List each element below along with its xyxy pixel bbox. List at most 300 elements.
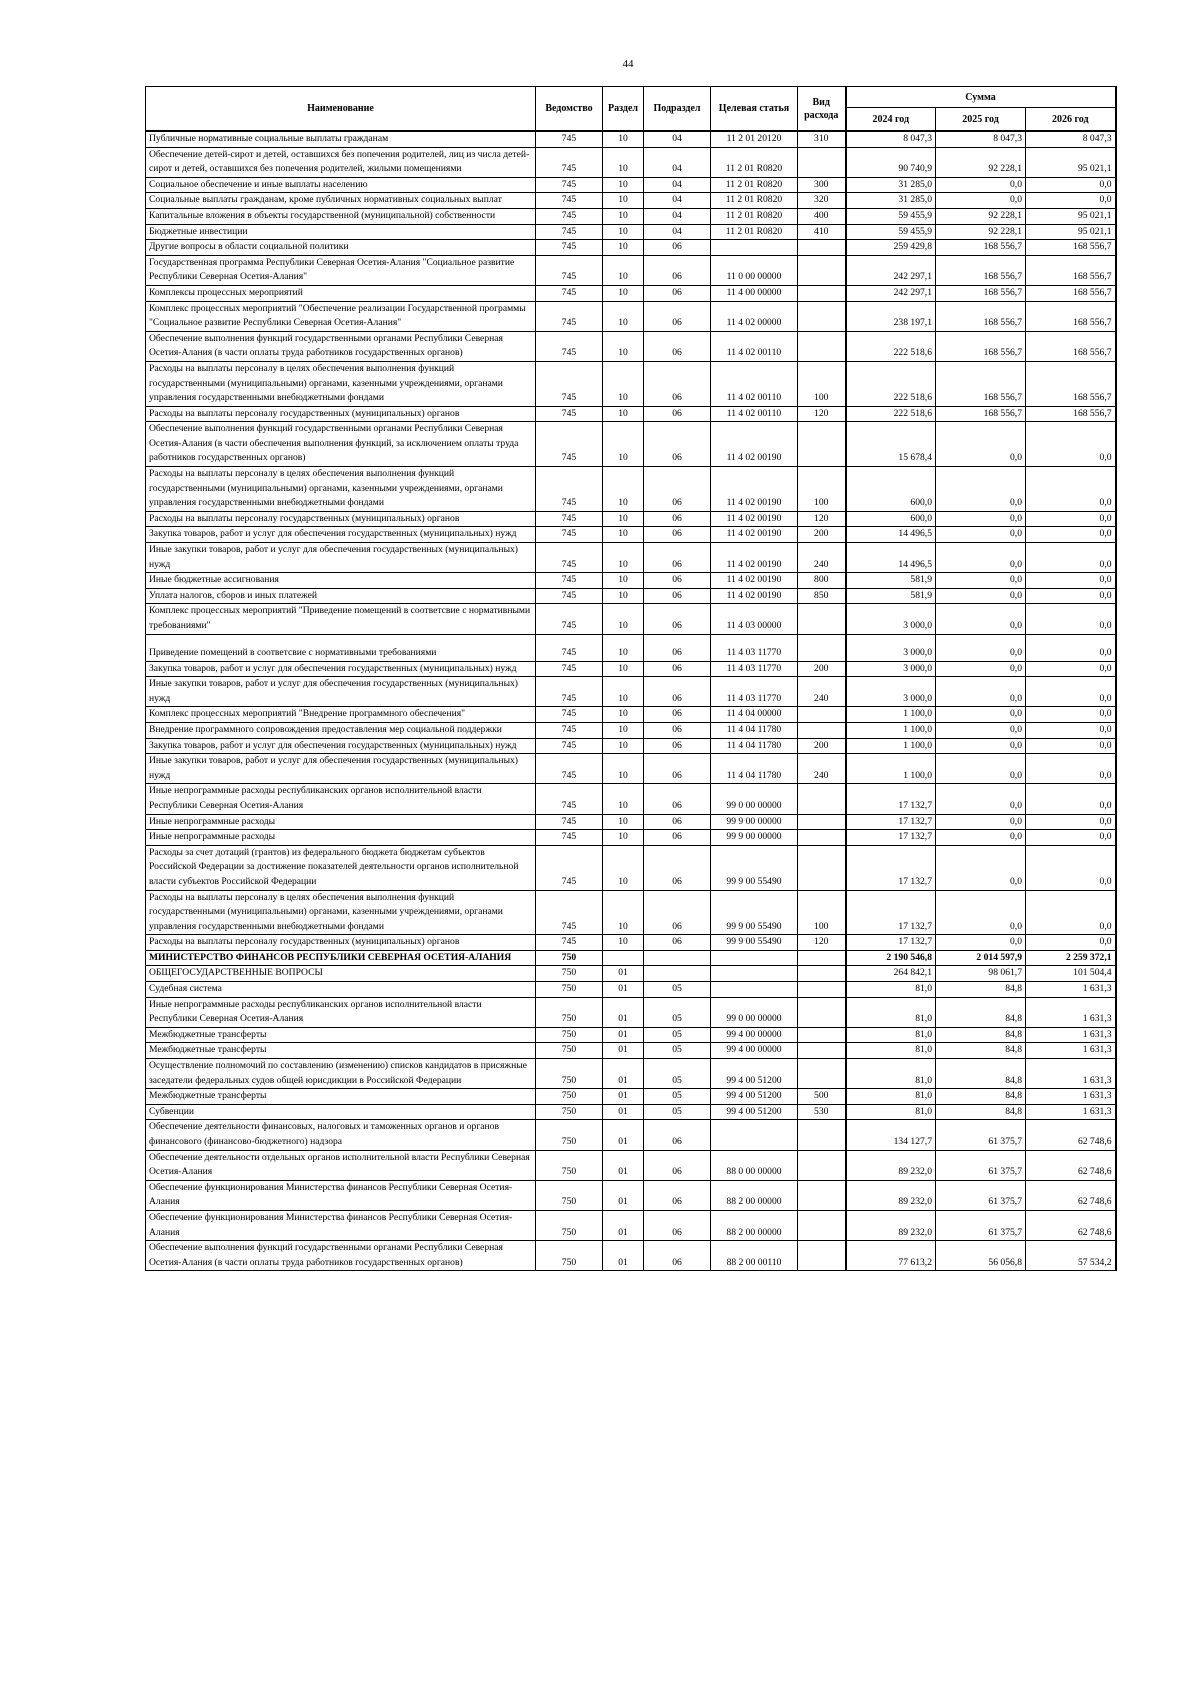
cell-sum-2025: 0,0 [936,722,1026,738]
cell-sum-2025: 0,0 [936,193,1026,209]
cell-podrazdel: 06 [644,240,711,256]
cell-vedomstvo: 745 [536,240,603,256]
cell-vedomstvo: 750 [536,1150,603,1180]
cell-razdel: 10 [603,707,644,723]
cell-sum-2025: 168 556,7 [936,331,1026,361]
cell-podrazdel: 06 [644,722,711,738]
cell-celevaya-statya [711,966,798,982]
cell-vid-raskhoda: 120 [798,935,846,951]
cell-razdel: 01 [603,1180,644,1210]
table-row [146,285,1116,301]
cell-sum-2025: 0,0 [936,935,1026,951]
cell-vedomstvo: 745 [536,255,603,285]
table-row [146,784,1116,814]
cell-sum-2024: 90 740,9 [846,147,936,177]
table-row [146,1059,1116,1089]
cell-name: Иные закупки товаров, работ и услуг для обеспечения государственных (муниципальных) нужд [146,543,536,573]
cell-razdel: 01 [603,1027,644,1043]
cell-podrazdel: 06 [644,573,711,589]
cell-razdel: 10 [603,361,644,406]
cell-vedomstvo: 745 [536,634,603,661]
cell-vid-raskhoda: 410 [798,224,846,240]
cell-sum-2024: 1 100,0 [846,707,936,723]
table-row [146,997,1116,1027]
cell-sum-2026: 168 556,7 [1026,406,1116,422]
cell-razdel: 01 [603,1059,644,1089]
cell-razdel: 10 [603,331,644,361]
cell-celevaya-statya: 11 2 01 R0820 [711,147,798,177]
cell-vid-raskhoda [798,1059,846,1089]
cell-razdel: 10 [603,285,644,301]
cell-sum-2025: 0,0 [936,677,1026,707]
cell-podrazdel: 06 [644,361,711,406]
cell-celevaya-statya: 11 4 02 00190 [711,543,798,573]
cell-vid-raskhoda: 120 [798,511,846,527]
table-row [146,830,1116,846]
cell-sum-2026: 1 631,3 [1026,1059,1116,1089]
cell-name: Обеспечение деятельности отдельных органов исполнительной власти Республики Северная Осетия-Алания [146,1150,536,1180]
cell-vedomstvo: 750 [536,997,603,1027]
cell-sum-2025: 0,0 [936,890,1026,935]
table-row [146,527,1116,543]
cell-podrazdel: 04 [644,193,711,209]
cell-sum-2024: 242 297,1 [846,255,936,285]
cell-sum-2026: 1 631,3 [1026,1089,1116,1105]
cell-podrazdel: 05 [644,1059,711,1089]
cell-vedomstvo: 745 [536,422,603,467]
cell-sum-2026: 0,0 [1026,738,1116,754]
cell-sum-2025: 0,0 [936,604,1026,634]
cell-podrazdel: 05 [644,1089,711,1105]
cell-razdel: 10 [603,193,644,209]
cell-vid-raskhoda [798,982,846,998]
cell-celevaya-statya: 11 4 03 11770 [711,634,798,661]
cell-sum-2024: 17 132,7 [846,830,936,846]
header-celevaya-statya: Целевая статья [711,87,798,132]
cell-podrazdel: 04 [644,131,711,147]
cell-vid-raskhoda: 200 [798,661,846,677]
cell-sum-2026: 168 556,7 [1026,361,1116,406]
table-row [146,1241,1116,1271]
cell-sum-2024: 81,0 [846,1043,936,1059]
cell-vid-raskhoda [798,845,846,890]
cell-vedomstvo: 750 [536,1241,603,1271]
cell-celevaya-statya [711,982,798,998]
cell-razdel: 10 [603,722,644,738]
cell-vid-raskhoda [798,1120,846,1150]
cell-vid-raskhoda [798,950,846,966]
table-row [146,1210,1116,1240]
cell-sum-2024: 14 496,5 [846,543,936,573]
cell-razdel: 10 [603,467,644,512]
cell-celevaya-statya: 99 9 00 55490 [711,890,798,935]
cell-vedomstvo: 750 [536,1089,603,1105]
cell-vid-raskhoda [798,604,846,634]
cell-sum-2025: 0,0 [936,588,1026,604]
cell-celevaya-statya: 99 4 00 00000 [711,1043,798,1059]
cell-vedomstvo: 750 [536,1210,603,1240]
cell-celevaya-statya: 11 4 04 11780 [711,738,798,754]
cell-celevaya-statya: 11 4 04 11780 [711,722,798,738]
cell-vedomstvo: 745 [536,361,603,406]
header-name: Наименование [146,87,536,132]
cell-vedomstvo: 750 [536,1027,603,1043]
cell-vid-raskhoda [798,1043,846,1059]
cell-vedomstvo: 745 [536,845,603,890]
table-row [146,1104,1116,1120]
cell-celevaya-statya: 11 4 03 00000 [711,604,798,634]
cell-vedomstvo: 745 [536,131,603,147]
cell-sum-2025: 98 061,7 [936,966,1026,982]
cell-podrazdel: 06 [644,634,711,661]
cell-sum-2026: 0,0 [1026,677,1116,707]
cell-name: Комплексы процессных мероприятий [146,285,536,301]
cell-sum-2026: 62 748,6 [1026,1180,1116,1210]
table-row [146,738,1116,754]
cell-vedomstvo: 750 [536,1059,603,1089]
cell-sum-2026: 0,0 [1026,511,1116,527]
cell-name: Закупка товаров, работ и услуг для обеспечения государственных (муниципальных) нужд [146,738,536,754]
cell-vedomstvo: 745 [536,604,603,634]
cell-podrazdel: 04 [644,177,711,193]
cell-razdel: 10 [603,784,644,814]
cell-razdel: 01 [603,1089,644,1105]
cell-vid-raskhoda [798,422,846,467]
cell-sum-2026: 2 259 372,1 [1026,950,1116,966]
cell-sum-2025: 92 228,1 [936,208,1026,224]
cell-sum-2026: 0,0 [1026,543,1116,573]
cell-celevaya-statya: 11 4 02 00110 [711,361,798,406]
table-row [146,890,1116,935]
cell-vid-raskhoda [798,830,846,846]
cell-podrazdel: 06 [644,588,711,604]
cell-vid-raskhoda [798,240,846,256]
cell-razdel: 01 [603,1043,644,1059]
cell-name: Обеспечение выполнения функций государственными органами Республики Северная Осетия-Алания (в части оплаты труда работников государственных органов) [146,331,536,361]
cell-name: Иные непрограммные расходы [146,830,536,846]
cell-sum-2024: 81,0 [846,1104,936,1120]
cell-podrazdel: 05 [644,1043,711,1059]
cell-vedomstvo: 745 [536,661,603,677]
cell-razdel: 10 [603,738,644,754]
cell-sum-2026: 0,0 [1026,177,1116,193]
cell-sum-2024: 81,0 [846,1059,936,1089]
cell-name: Другие вопросы в области социальной политики [146,240,536,256]
table-row [146,707,1116,723]
cell-sum-2025: 0,0 [936,661,1026,677]
cell-sum-2025: 0,0 [936,511,1026,527]
cell-sum-2024: 81,0 [846,1089,936,1105]
cell-name: Иные закупки товаров, работ и услуг для обеспечения государственных (муниципальных) нужд [146,754,536,784]
cell-name: Социальное обеспечение и иные выплаты населению [146,177,536,193]
cell-celevaya-statya: 99 0 00 00000 [711,784,798,814]
cell-sum-2025: 168 556,7 [936,285,1026,301]
cell-name: ОБЩЕГОСУДАРСТВЕННЫЕ ВОПРОСЫ [146,966,536,982]
cell-sum-2026: 57 534,2 [1026,1241,1116,1271]
cell-sum-2026: 0,0 [1026,784,1116,814]
cell-vedomstvo: 745 [536,177,603,193]
table-row [146,422,1116,467]
cell-sum-2024: 17 132,7 [846,890,936,935]
cell-sum-2026: 168 556,7 [1026,255,1116,285]
cell-celevaya-statya: 11 2 01 R0820 [711,208,798,224]
cell-sum-2025: 84,8 [936,997,1026,1027]
cell-name: Уплата налогов, сборов и иных платежей [146,588,536,604]
cell-vedomstvo: 745 [536,543,603,573]
cell-sum-2025: 168 556,7 [936,301,1026,331]
cell-vid-raskhoda [798,722,846,738]
cell-vedomstvo: 745 [536,331,603,361]
cell-razdel: 01 [603,1150,644,1180]
cell-name: Приведение помещений в соответсвие с нормативными требованиями [146,634,536,661]
cell-razdel: 10 [603,754,644,784]
cell-razdel: 10 [603,830,644,846]
cell-podrazdel: 06 [644,1180,711,1210]
cell-vid-raskhoda [798,147,846,177]
cell-vid-raskhoda [798,1210,846,1240]
cell-sum-2026: 0,0 [1026,634,1116,661]
cell-sum-2024: 600,0 [846,511,936,527]
cell-sum-2024: 59 455,9 [846,224,936,240]
cell-razdel: 10 [603,527,644,543]
cell-vedomstvo: 750 [536,1043,603,1059]
cell-razdel: 10 [603,177,644,193]
cell-name: Закупка товаров, работ и услуг для обеспечения государственных (муниципальных) нужд [146,527,536,543]
cell-sum-2026: 1 631,3 [1026,1104,1116,1120]
cell-sum-2024: 222 518,6 [846,331,936,361]
cell-name: Расходы на выплаты персоналу в целях обеспечения выполнения функций государственными (муниципальными) органами, казенными учреждениями, органами управления государственными внебюджетными фондами [146,361,536,406]
table-row [146,950,1116,966]
page-number: 44 [622,58,634,70]
cell-celevaya-statya: 11 4 03 11770 [711,677,798,707]
cell-sum-2026: 0,0 [1026,935,1116,951]
table-row [146,511,1116,527]
cell-sum-2025: 84,8 [936,1059,1026,1089]
header-year-2024: 2024 год [846,108,936,132]
header-vedomstvo: Ведомство [536,87,603,132]
cell-podrazdel: 06 [644,527,711,543]
cell-sum-2026: 95 021,1 [1026,147,1116,177]
cell-celevaya-statya: 11 2 01 R0820 [711,224,798,240]
table-row [146,1043,1116,1059]
cell-vid-raskhoda [798,285,846,301]
cell-razdel: 10 [603,543,644,573]
table-row [146,1150,1116,1180]
cell-celevaya-statya: 11 4 04 11780 [711,754,798,784]
table-row [146,467,1116,512]
cell-sum-2026: 1 631,3 [1026,1043,1116,1059]
cell-celevaya-statya: 11 2 01 20120 [711,131,798,147]
cell-sum-2025: 0,0 [936,467,1026,512]
cell-sum-2024: 259 429,8 [846,240,936,256]
cell-podrazdel: 06 [644,814,711,830]
cell-name: Обеспечение выполнения функций государственными органами Республики Северная Осетия-Алания (в части оплаты труда работников государственных органов) [146,1241,536,1271]
cell-podrazdel: 06 [644,511,711,527]
cell-vedomstvo: 745 [536,406,603,422]
cell-sum-2026: 62 748,6 [1026,1210,1116,1240]
table-row [146,1180,1116,1210]
cell-vid-raskhoda: 300 [798,177,846,193]
cell-sum-2026: 0,0 [1026,467,1116,512]
cell-sum-2025: 84,8 [936,982,1026,998]
cell-celevaya-statya: 11 4 02 00190 [711,527,798,543]
cell-vid-raskhoda: 120 [798,406,846,422]
cell-sum-2025: 168 556,7 [936,240,1026,256]
table-row [146,255,1116,285]
cell-razdel: 10 [603,301,644,331]
cell-sum-2024: 31 285,0 [846,193,936,209]
table-row [146,845,1116,890]
header-podrazdel: Подраздел [644,87,711,132]
table-row [146,177,1116,193]
cell-sum-2025: 0,0 [936,784,1026,814]
cell-sum-2025: 84,8 [936,1027,1026,1043]
cell-razdel: 10 [603,935,644,951]
cell-vedomstvo: 745 [536,588,603,604]
cell-vedomstvo: 745 [536,722,603,738]
cell-vid-raskhoda [798,331,846,361]
cell-sum-2025: 0,0 [936,543,1026,573]
cell-name: Обеспечение деятельности финансовых, налоговых и таможенных органов и органов финансового (финансово-бюджетного) надзора [146,1120,536,1150]
cell-vedomstvo: 745 [536,784,603,814]
table-row [146,604,1116,634]
table-row [146,301,1116,331]
cell-vedomstvo: 745 [536,830,603,846]
table-row [146,573,1116,589]
cell-sum-2024: 264 842,1 [846,966,936,982]
table-row [146,966,1116,982]
cell-vedomstvo: 745 [536,511,603,527]
cell-razdel: 10 [603,406,644,422]
table-row [146,131,1116,147]
cell-podrazdel: 06 [644,830,711,846]
cell-sum-2024: 17 132,7 [846,935,936,951]
cell-sum-2025: 0,0 [936,814,1026,830]
cell-celevaya-statya: 99 4 00 51200 [711,1104,798,1120]
cell-name: Обеспечение функционирования Министерства финансов Республики Северная Осетия-Алания [146,1180,536,1210]
cell-name: Судебная система [146,982,536,998]
cell-podrazdel: 06 [644,1150,711,1180]
cell-sum-2025: 0,0 [936,422,1026,467]
table-header [146,87,1116,132]
cell-sum-2024: 134 127,7 [846,1120,936,1150]
cell-celevaya-statya: 11 4 03 11770 [711,661,798,677]
cell-sum-2025: 0,0 [936,845,1026,890]
header-year-2026: 2026 год [1026,108,1116,132]
cell-razdel: 01 [603,982,644,998]
cell-celevaya-statya: 11 0 00 00000 [711,255,798,285]
cell-sum-2024: 222 518,6 [846,406,936,422]
cell-vedomstvo: 745 [536,707,603,723]
cell-vedomstvo: 745 [536,935,603,951]
table-row [146,1120,1116,1150]
cell-sum-2025: 0,0 [936,177,1026,193]
cell-sum-2026: 62 748,6 [1026,1120,1116,1150]
cell-sum-2024: 81,0 [846,997,936,1027]
cell-razdel: 10 [603,677,644,707]
cell-celevaya-statya: 11 4 02 00190 [711,422,798,467]
cell-podrazdel: 06 [644,406,711,422]
cell-razdel: 10 [603,634,644,661]
table-row [146,661,1116,677]
cell-name: Осуществление полномочий по составлению (изменению) списков кандидатов в присяжные заседатели федеральных судов общей юрисдикции в Российской Федерации [146,1059,536,1089]
cell-sum-2025: 0,0 [936,707,1026,723]
cell-vid-raskhoda [798,634,846,661]
cell-podrazdel: 06 [644,707,711,723]
cell-vid-raskhoda [798,814,846,830]
cell-vid-raskhoda [798,707,846,723]
cell-podrazdel: 06 [644,677,711,707]
table-row [146,361,1116,406]
cell-razdel: 01 [603,1104,644,1120]
cell-sum-2026: 1 631,3 [1026,982,1116,998]
cell-sum-2024: 17 132,7 [846,784,936,814]
cell-podrazdel: 06 [644,285,711,301]
cell-sum-2024: 242 297,1 [846,285,936,301]
cell-sum-2024: 1 100,0 [846,754,936,784]
cell-podrazdel: 05 [644,997,711,1027]
cell-celevaya-statya: 11 4 02 00190 [711,467,798,512]
cell-name: Комплекс процессных мероприятий "Обеспечение реализации Государственной программы "Социальное развитие Республики Северная Осетия-Алания" [146,301,536,331]
cell-razdel: 01 [603,1241,644,1271]
cell-name: Обеспечение выполнения функций государственными органами Республики Северная Осетия-Алания (в части обеспечения выполнения функций, за исключением оплаты труда работников государственных органов) [146,422,536,467]
cell-sum-2024: 3 000,0 [846,604,936,634]
cell-sum-2024: 17 132,7 [846,814,936,830]
cell-razdel: 10 [603,814,644,830]
cell-celevaya-statya [711,240,798,256]
cell-podrazdel: 06 [644,738,711,754]
cell-podrazdel: 06 [644,1120,711,1150]
cell-celevaya-statya [711,1120,798,1150]
cell-podrazdel: 06 [644,754,711,784]
cell-vid-raskhoda: 500 [798,1089,846,1105]
cell-sum-2026: 168 556,7 [1026,285,1116,301]
cell-name: Субвенции [146,1104,536,1120]
cell-name: Иные бюджетные ассигнования [146,573,536,589]
cell-name: Иные непрограммные расходы [146,814,536,830]
cell-name: Расходы на выплаты персоналу в целях обеспечения выполнения функций государственными (муниципальными) органами, казенными учреждениями, органами управления государственными внебюджетными фондами [146,467,536,512]
cell-celevaya-statya: 88 2 00 00110 [711,1241,798,1271]
cell-vedomstvo: 750 [536,966,603,982]
cell-sum-2026: 101 504,4 [1026,966,1116,982]
cell-name: Обеспечение функционирования Министерства финансов Республики Северная Осетия-Алания [146,1210,536,1240]
cell-sum-2026: 0,0 [1026,722,1116,738]
cell-name: Иные закупки товаров, работ и услуг для обеспечения государственных (муниципальных) нужд [146,677,536,707]
cell-vid-raskhoda: 100 [798,361,846,406]
cell-sum-2024: 600,0 [846,467,936,512]
cell-podrazdel: 06 [644,661,711,677]
cell-podrazdel: 06 [644,784,711,814]
table-row [146,982,1116,998]
cell-vid-raskhoda [798,301,846,331]
cell-sum-2026: 0,0 [1026,588,1116,604]
cell-name: Межбюджетные трансферты [146,1043,536,1059]
cell-sum-2025: 61 375,7 [936,1210,1026,1240]
cell-razdel: 10 [603,240,644,256]
cell-sum-2026: 0,0 [1026,193,1116,209]
cell-sum-2025: 168 556,7 [936,406,1026,422]
cell-name: Расходы за счет дотаций (грантов) из федерального бюджета бюджетам субъектов Российской Федерации за достижение показателей деятельности органов исполнительной власти субъектов Российской Федерации [146,845,536,890]
cell-sum-2026: 8 047,3 [1026,131,1116,147]
cell-sum-2024: 3 000,0 [846,661,936,677]
cell-sum-2024: 77 613,2 [846,1241,936,1271]
cell-sum-2025: 61 375,7 [936,1150,1026,1180]
cell-vid-raskhoda: 100 [798,467,846,512]
table-row [146,543,1116,573]
cell-name: Закупка товаров, работ и услуг для обеспечения государственных (муниципальных) нужд [146,661,536,677]
cell-vid-raskhoda: 400 [798,208,846,224]
cell-vid-raskhoda: 320 [798,193,846,209]
